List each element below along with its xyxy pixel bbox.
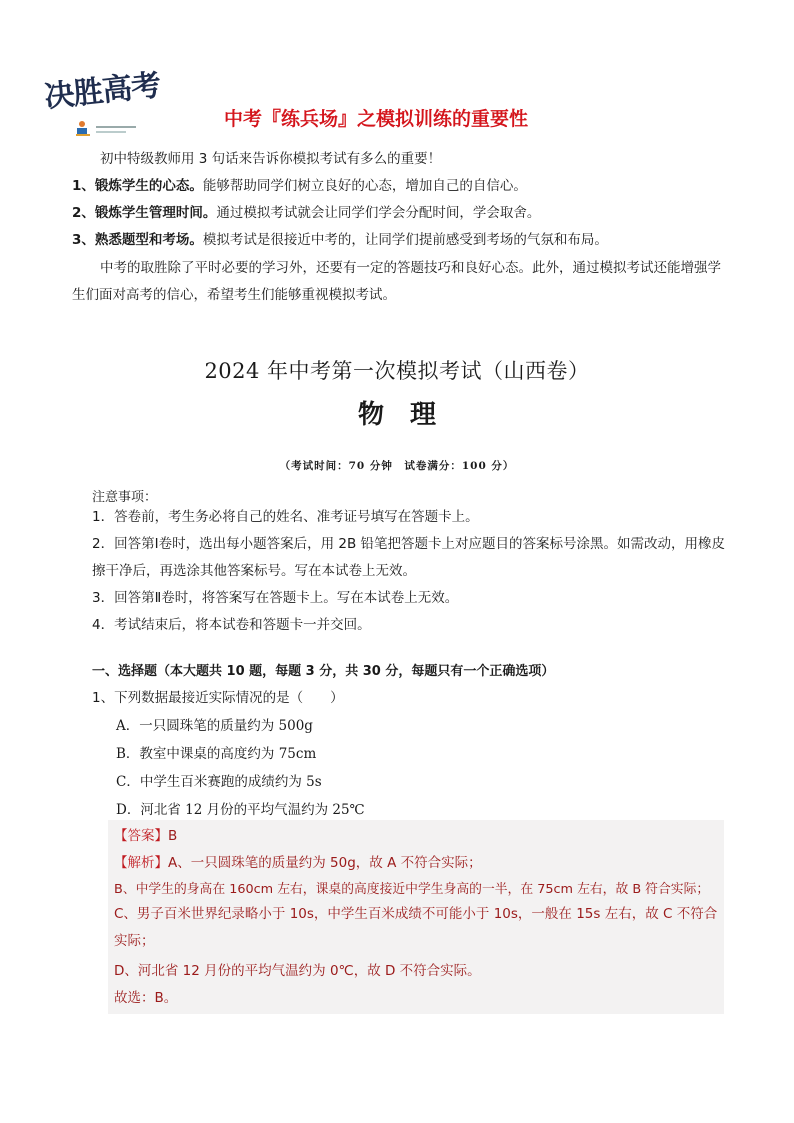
question-option: D．河北省 12 月份的平均气温约为 25℃ (116, 802, 365, 818)
analysis-line: D、河北省 12 月份的平均气温约为 0℃，故 D 不符合实际。 (114, 963, 481, 979)
intro-point-label: 3、熟悉题型和考场。 (72, 232, 203, 248)
note-item: 2．回答第Ⅰ卷时，选出每小题答案后，用 2B 铅笔把答题卡上对应题目的答案标号涂黑。如需改动，用橡皮擦干净后，再选涂其他答案标号。写在本试卷上无效。 (92, 536, 726, 579)
subject-title: 物理 (357, 400, 462, 430)
analysis-line: 故选：B。 (114, 990, 178, 1006)
intro-point-label: 2、锻炼学生管理时间。 (72, 205, 217, 221)
question-option: B．教室中课桌的高度约为 75cm (116, 746, 317, 762)
analysis-line: B、中学生的身高在 160cm 左右，课桌的高度接近中学生身高的一半，在 75cm 左右，故 B 符合实际； (114, 882, 710, 897)
logo-text: 决胜高考 (42, 68, 162, 115)
analysis-tag: 【解析】 (114, 855, 168, 871)
note-item: 1．答卷前，考生务必将自己的姓名、准考证号填写在答题卡上。 (92, 509, 479, 525)
book-reading-figure-icon (74, 118, 144, 138)
note-item: 4．考试结束后，将本试卷和答题卡一并交回。 (92, 617, 371, 633)
intro-point-2 (72, 200, 724, 227)
intro-point-3 (72, 227, 724, 254)
section-heading: 一、选择题（本大题共 10 题，每题 3 分，共 30 分，每题只有一个正确选项） (92, 664, 555, 679)
analysis-text: A、一只圆珠笔的质量约为 50g，故 A 不符合实际； (168, 855, 482, 871)
intro-point-label: 1、锻炼学生的心态。 (72, 178, 203, 194)
intro-point-text: 能够帮助同学们树立良好的心态，增加自己的自信心。 (202, 178, 527, 194)
analysis-line: C、男子百米世界纪录略小于 10s，中学生百米成绩不可能小于 10s，一般在 15s 左右，故 C 不符合实际； (114, 906, 718, 949)
question-stem: 1、下列数据最接近实际情况的是（ ） (92, 690, 344, 706)
exam-title: 2024 年中考第一次模拟考试（山西卷） (204, 359, 590, 383)
banner-title: 中考『练兵场』之模拟训练的重要性 (224, 108, 529, 130)
logo (44, 60, 172, 140)
intro-closing: 中考的取胜除了平时必要的学习外，还要有一定的答题技巧和良好心态。此外，通过模拟考试还能增强学生们面对高考的信心，希望考生们能够重视模拟考试。 (72, 260, 721, 303)
exam-info: （考试时间：70 分钟 试卷满分：100 分） (279, 460, 515, 472)
intro-point-text: 模拟考试是很接近中考的，让同学们提前感受到考场的气氛和布局。 (202, 232, 608, 248)
question-option: A．一只圆珠笔的质量约为 500g (116, 718, 313, 734)
intro-lead: 初中特级教师用 3 句话来告诉你模拟考试有多么的重要！ (100, 151, 442, 167)
answer-value: B (168, 828, 178, 844)
answer-line (114, 824, 177, 844)
intro-point-text: 通过模拟考试就会让同学们学会分配时间，学会取舍。 (216, 205, 541, 221)
question-option: C．中学生百米赛跑的成绩约为 5s (116, 774, 322, 790)
answer-tag: 【答案】 (114, 828, 168, 844)
note-item: 3．回答第Ⅱ卷时，将答案写在答题卡上。写在本试卷上无效。 (92, 590, 459, 606)
intro-point-1 (72, 173, 724, 200)
notes-heading: 注意事项： (92, 490, 158, 505)
analysis-line (114, 851, 482, 871)
